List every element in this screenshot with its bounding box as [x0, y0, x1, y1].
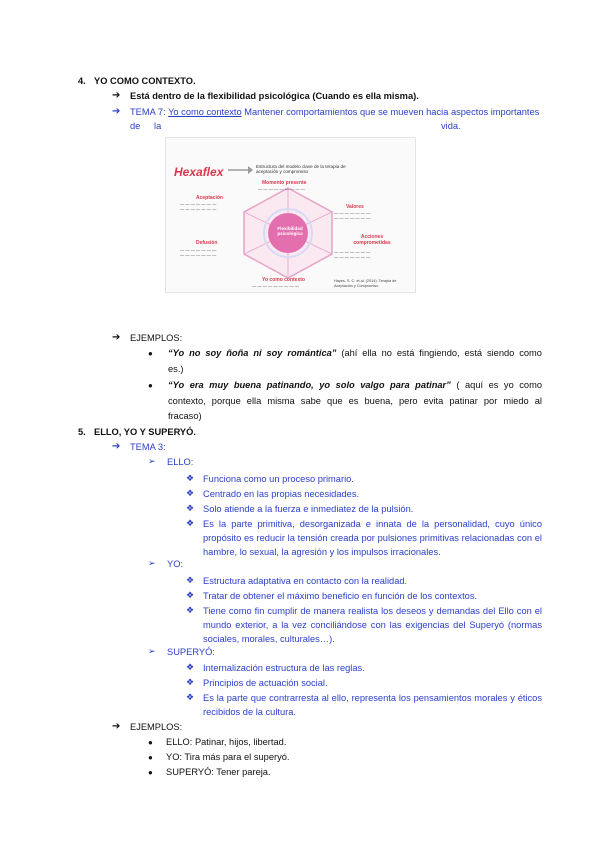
section-5-ejemplos-label: EJEMPLOS: — [130, 722, 183, 732]
diamond-bullet-icon: ❖ — [186, 590, 195, 600]
example-2-line-1 — [168, 380, 542, 390]
arrow-icon: ➔ — [112, 106, 121, 117]
node-defusion-desc: — — — — — — — — — — — — — — — [180, 248, 217, 258]
yo-item-3-line-1: Tiene como fin cumplir de manera realista los deseos y demandas del Ello con el — [203, 606, 542, 616]
example-1-comment: (ahí ella no está fingiendo, está siendo como — [341, 348, 542, 358]
section-5-title: ELLO, YO Y SUPERYÓ. — [94, 427, 196, 437]
section-4-number: 4. — [78, 76, 86, 86]
example-1-quote: “Yo no soy ñoña ni soy romántica” — [168, 348, 337, 358]
bullet-icon: ● — [148, 349, 153, 358]
ello-item-4-line-2: propósito es reducir la tensión creada por pulsiones primitivas relacionadas con el — [203, 533, 542, 543]
figure-source: Hayes, S. C. et al. (2014). Terapia de Aceptación y Compromiso — [334, 279, 397, 288]
example-yo: YO: Tira más para el superyó. — [166, 752, 290, 762]
node-yo-contexto-desc: — — — — — — — — — — [252, 284, 299, 289]
yo-item-3-line-2: mundo exterior, a la vez conciliándose con las exigencias del Superyó (normas — [203, 620, 542, 630]
example-2-line-3: fracaso) — [168, 411, 202, 421]
tema-7-word-vida: vida. — [441, 121, 461, 131]
tema-7-line-1 — [130, 107, 540, 117]
arrow-icon: ➔ — [112, 332, 121, 343]
node-aceptacion: Aceptación — [196, 195, 223, 201]
tema-3-label: TEMA 3: — [130, 442, 166, 452]
diamond-bullet-icon: ❖ — [186, 605, 195, 615]
hexaflex-caption: Estructura del modelo clave de la terapia de aceptación y compromiso — [256, 164, 346, 174]
arrow-icon: ➔ — [112, 721, 121, 732]
section-4-point-1: Está dentro de la flexibilidad psicológica (Cuando es ella misma). — [130, 91, 419, 101]
bullet-icon: ● — [148, 738, 153, 747]
superyo-item-2: Principios de actuación social. — [203, 678, 328, 688]
tema-7-word-la: la — [154, 121, 162, 131]
section-5-number: 5. — [78, 427, 86, 437]
bullet-icon: ● — [148, 768, 153, 777]
hexaflex-center-label: Flexibilidad psicológica — [277, 226, 303, 236]
example-superyo: SUPERYÓ: Tener pareja. — [166, 767, 271, 777]
diamond-bullet-icon: ❖ — [186, 473, 195, 483]
bullet-icon: ● — [148, 753, 153, 762]
node-yo-como-contexto: Yo como contexto — [262, 277, 305, 283]
ello-item-4-line-3: hambre, lo sexual, la agresión y los impulsos irracionales. — [203, 547, 441, 557]
tema-7-text: Mantener comportamientos que se mueven hacia aspectos importantes — [244, 107, 540, 117]
example-ello: ELLO: Patinar, hijos, libertad. — [166, 737, 287, 747]
section-4-title: YO COMO CONTEXTO. — [94, 76, 196, 86]
example-1-line-1 — [168, 348, 542, 358]
node-valores-desc: — — — — — — — — — — — — — — — [334, 211, 371, 221]
ello-label: ELLO: — [167, 457, 194, 467]
ello-item-3: Solo atiende a la fuerza e inmediatez de la pulsión. — [203, 504, 414, 514]
example-2-line-2: contexto, porque ella misma sabe que es buena, pero evita patinar por miedo al — [168, 396, 542, 406]
triangle-bullet-icon: ➢ — [148, 646, 156, 656]
ello-item-4-line-1: Es la parte primitiva, desorganizada e innata de la personalidad, cuyo único — [203, 519, 542, 529]
superyo-label: SUPERYÓ: — [167, 647, 215, 657]
example-2-comment: ( aquí es yo como — [456, 380, 542, 390]
yo-label: YO: — [167, 559, 184, 569]
hexaflex-logo: Hexaflex — [174, 165, 224, 179]
diamond-bullet-icon: ❖ — [186, 692, 195, 702]
diamond-bullet-icon: ❖ — [186, 488, 195, 498]
diamond-bullet-icon: ❖ — [186, 662, 195, 672]
superyo-item-3-line-1: Es la parte que contrarresta al ello, representa los pensamientos morales y éticos — [203, 693, 542, 703]
node-acciones-desc: — — — — — — — — — — — — — — — [334, 250, 371, 260]
tema-7-label: TEMA 7: — [130, 107, 166, 117]
example-2-quote: “Yo era muy buena patinando, yo solo valgo para patinar” — [168, 380, 451, 390]
node-momento-presente-desc: — — — — — — — — — — [258, 187, 305, 192]
node-aceptacion-desc: — — — — — — — — — — — — — — — [180, 202, 217, 212]
superyo-item-3-line-2: recibidos de la cultura. — [203, 707, 297, 717]
arrow-icon: ➔ — [112, 90, 121, 101]
yo-item-2: Tratar de obtener el máximo beneficio en función de los contextos. — [203, 591, 478, 601]
ello-item-1: Funciona como un proceso primario. — [203, 474, 354, 484]
diamond-bullet-icon: ❖ — [186, 518, 195, 528]
triangle-bullet-icon: ➢ — [148, 558, 156, 568]
ello-item-2: Centrado en las propias necesidades. — [203, 489, 360, 499]
example-1-line-2: es.) — [168, 364, 184, 374]
arrow-icon: ➔ — [112, 441, 121, 452]
triangle-bullet-icon: ➢ — [148, 456, 156, 466]
pointer-arrow-icon — [226, 164, 254, 176]
superyo-item-1: Internalización estructura de las reglas. — [203, 663, 365, 673]
node-acciones-comprometidas: Acciones comprometidas — [353, 234, 391, 246]
section-4-ejemplos-label: EJEMPLOS: — [130, 333, 183, 343]
diamond-bullet-icon: ❖ — [186, 677, 195, 687]
node-defusion: Defusión — [196, 240, 218, 246]
tema-7-word-de: de — [130, 121, 141, 131]
node-momento-presente: Momento presente — [262, 180, 307, 186]
diamond-bullet-icon: ❖ — [186, 575, 195, 585]
node-valores: Valores — [346, 204, 364, 210]
yo-item-1: Estructura adaptativa en contacto con la realidad. — [203, 576, 408, 586]
hexaflex-figure — [165, 137, 416, 293]
diamond-bullet-icon: ❖ — [186, 503, 195, 513]
yo-como-contexto-link[interactable]: Yo como contexto — [168, 107, 242, 117]
bullet-icon: ● — [148, 381, 153, 390]
yo-item-3-line-3: sociales, morales, culturales…). — [203, 634, 335, 644]
